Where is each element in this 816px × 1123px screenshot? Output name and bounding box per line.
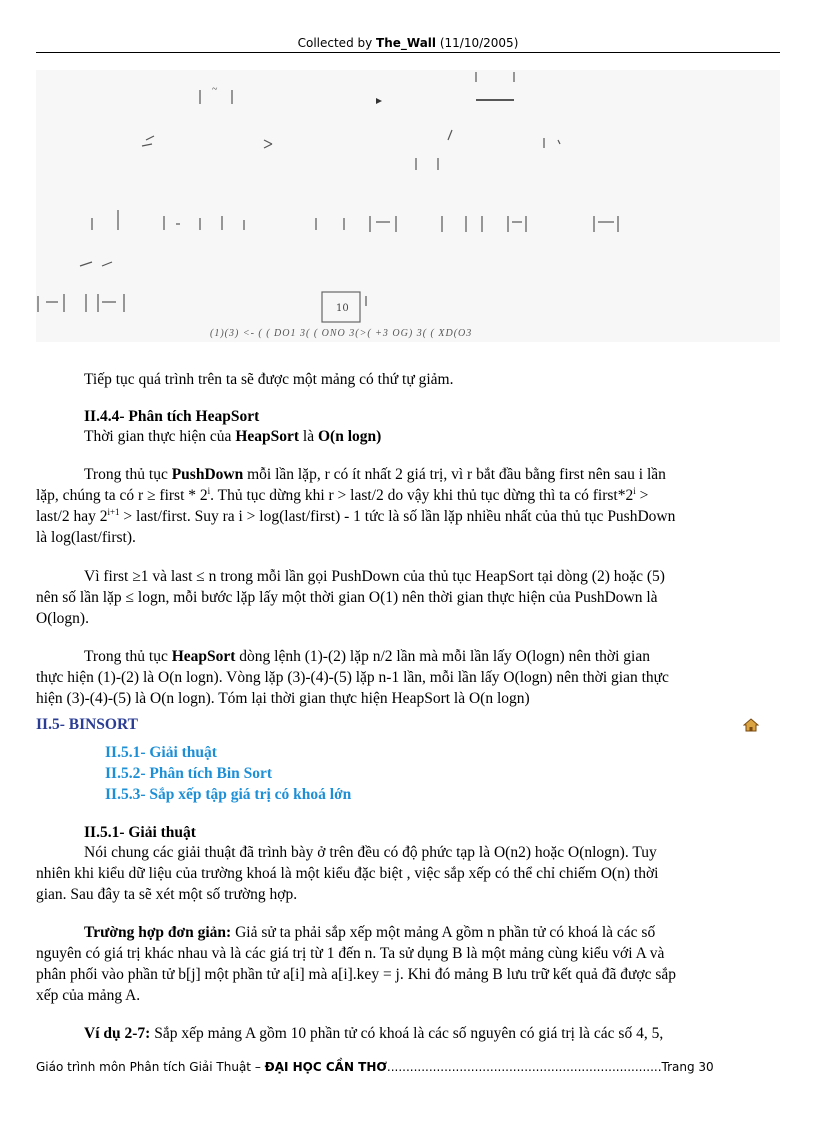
p2-line-1: Vì first ≥1 và last ≤ n trong mỗi lần gọi PushDown của thủ tục HeapSort tại dòng (2) hoặc (5) <box>84 568 665 585</box>
p1-line-1 <box>84 464 666 485</box>
p1-line-3 <box>36 506 675 527</box>
header-rule <box>36 52 780 53</box>
page-footer <box>36 1060 714 1074</box>
tree-node-value: 10 <box>336 303 349 314</box>
section-25-title: II.5- BINSORT <box>36 716 138 733</box>
text-run-bold: PushDown <box>171 466 244 483</box>
superscript: i <box>207 485 211 496</box>
section-244-title: II.4.4- Phân tích HeapSort <box>84 408 260 425</box>
s251-p2-line-1 <box>84 922 655 943</box>
text-run: > last/first. Suy ra i > log(last/first) - 1 tức là số lần lặp nhiều nhất của thủ tục PushDown <box>119 508 676 525</box>
toc-link-251[interactable]: II.5.1- Giải thuật <box>105 744 217 761</box>
section-251-title: II.5.1- Giải thuật <box>84 824 196 841</box>
p1-line-2 <box>36 485 648 506</box>
text-run: > <box>635 487 649 504</box>
text-run: dòng lệnh (1)-(2) lặp n/2 lần mà mỗi lần lấy O(logn) nên thời gian <box>235 648 650 665</box>
text-run: . Thủ tục dừng khi r > last/2 do vậy khi thủ tục dừng thì ta có first*2 <box>210 487 634 504</box>
svg-text:~: ~ <box>212 84 218 95</box>
page-header <box>0 36 816 50</box>
p3-line-1 <box>84 646 650 667</box>
text-run-bold: Trường hợp đơn giản: <box>84 924 232 941</box>
summary-bold: O(n logn) <box>317 428 382 445</box>
s251-p2-line-3: phân phối vào phần tử b[j] một phần tử a[i] mà a[i].key = j. Khi đó mảng B lưu trữ kết quả đã được sắp <box>36 966 677 983</box>
text-run-bold: HeapSort <box>171 648 236 665</box>
figure-caption: (1)(3) <- ( ( DO1 3( ( ONO 3(>( +3 OG) 3( ( XD(O3 <box>210 328 473 339</box>
p2-line-3: O(logn). <box>36 610 89 627</box>
heap-tree-figure <box>36 70 780 342</box>
superscript: i <box>633 485 636 496</box>
text-run: Sắp xếp mảng A gồm 10 phần tử có khoá là các số nguyên có giá trị là các số 4, 5, <box>150 1025 664 1042</box>
header-author: The_Wall <box>376 36 437 50</box>
heap-tree-drawing <box>36 70 780 342</box>
s251-p1-line-3: gian. Sau đây ta sẽ xét một số trường hợp. <box>36 886 298 903</box>
p3-line-3: hiện (3)-(4)-(5) là O(n logn). Tóm lại thời gian thực hiện HeapSort là O(n logn) <box>36 690 530 707</box>
text-run: Trong thủ tục <box>84 466 172 483</box>
text-run: Trong thủ tục <box>84 648 172 665</box>
s251-p2-line-2: nguyên có giá trị khác nhau và là các giá trị từ 1 đến n. Ta sử dụng B là một mảng cùng kiểu với A và <box>36 945 665 962</box>
superscript: i+1 <box>107 506 120 517</box>
header-date: (11/10/2005) <box>436 36 519 50</box>
text-run: Giả sử ta phải sắp xếp một mảng A gồm n phần tử có khoá là các số <box>231 924 656 941</box>
s251-p1-line-2: nhiên khi kiểu dữ liệu của trường khoá là một kiểu đặc biệt , việc sắp xếp có thể chỉ chiếm O(n) thời <box>36 865 659 882</box>
text-run: lặp, chúng ta có r ≥ first * 2 <box>36 487 208 504</box>
s251-p3-line-1 <box>84 1023 663 1044</box>
footer-school: ĐẠI HỌC CẦN THƠ <box>264 1060 387 1074</box>
text-run-bold: Ví dụ 2-7: <box>84 1025 151 1042</box>
intro-paragraph: Tiếp tục quá trình trên ta sẽ được một mảng có thứ tự giảm. <box>84 371 454 388</box>
s251-p2-line-4: xếp của mảng A. <box>36 987 141 1004</box>
footer-dots: ........................................................................ <box>386 1060 662 1074</box>
text-run: last/2 hay 2 <box>36 508 108 525</box>
header-prefix: Collected by <box>297 36 377 50</box>
home-icon[interactable] <box>743 718 759 732</box>
toc-link-253[interactable]: II.5.3- Sắp xếp tập giá trị có khoá lớn <box>105 786 352 803</box>
footer-prefix: Giáo trình môn Phân tích Giải Thuật – <box>36 1060 265 1074</box>
s251-p1-line-1: Nói chung các giải thuật đã trình bày ở trên đều có độ phức tạp là O(n2) hoặc O(nlogn). Tuy <box>84 844 657 861</box>
p1-line-4: là log(last/first). <box>36 529 136 546</box>
p2-line-2: nên số lần lặp ≤ logn, mỗi bước lặp lấy một thời gian O(1) nên thời gian thực hiện của PushDown là <box>36 589 658 606</box>
page-number: Trang 30 <box>661 1060 714 1074</box>
toc-link-252[interactable]: II.5.2- Phân tích Bin Sort <box>105 765 273 782</box>
text-run: mỗi lần lặp, r có ít nhất 2 giá trị, vì r bắt đầu bằng first nên sau i lần <box>243 466 666 483</box>
summary-text: Thời gian thực hiện của <box>84 428 236 445</box>
p3-line-2: thực hiện (1)-(2) là O(n logn). Vòng lặp (3)-(4)-(5) lặp n-1 lần, mỗi lần lấy O(logn) nên thời gian thực <box>36 669 669 686</box>
summary-text: là <box>299 428 318 445</box>
summary-bold: HeapSort <box>235 428 300 445</box>
section-244-summary <box>84 426 381 447</box>
